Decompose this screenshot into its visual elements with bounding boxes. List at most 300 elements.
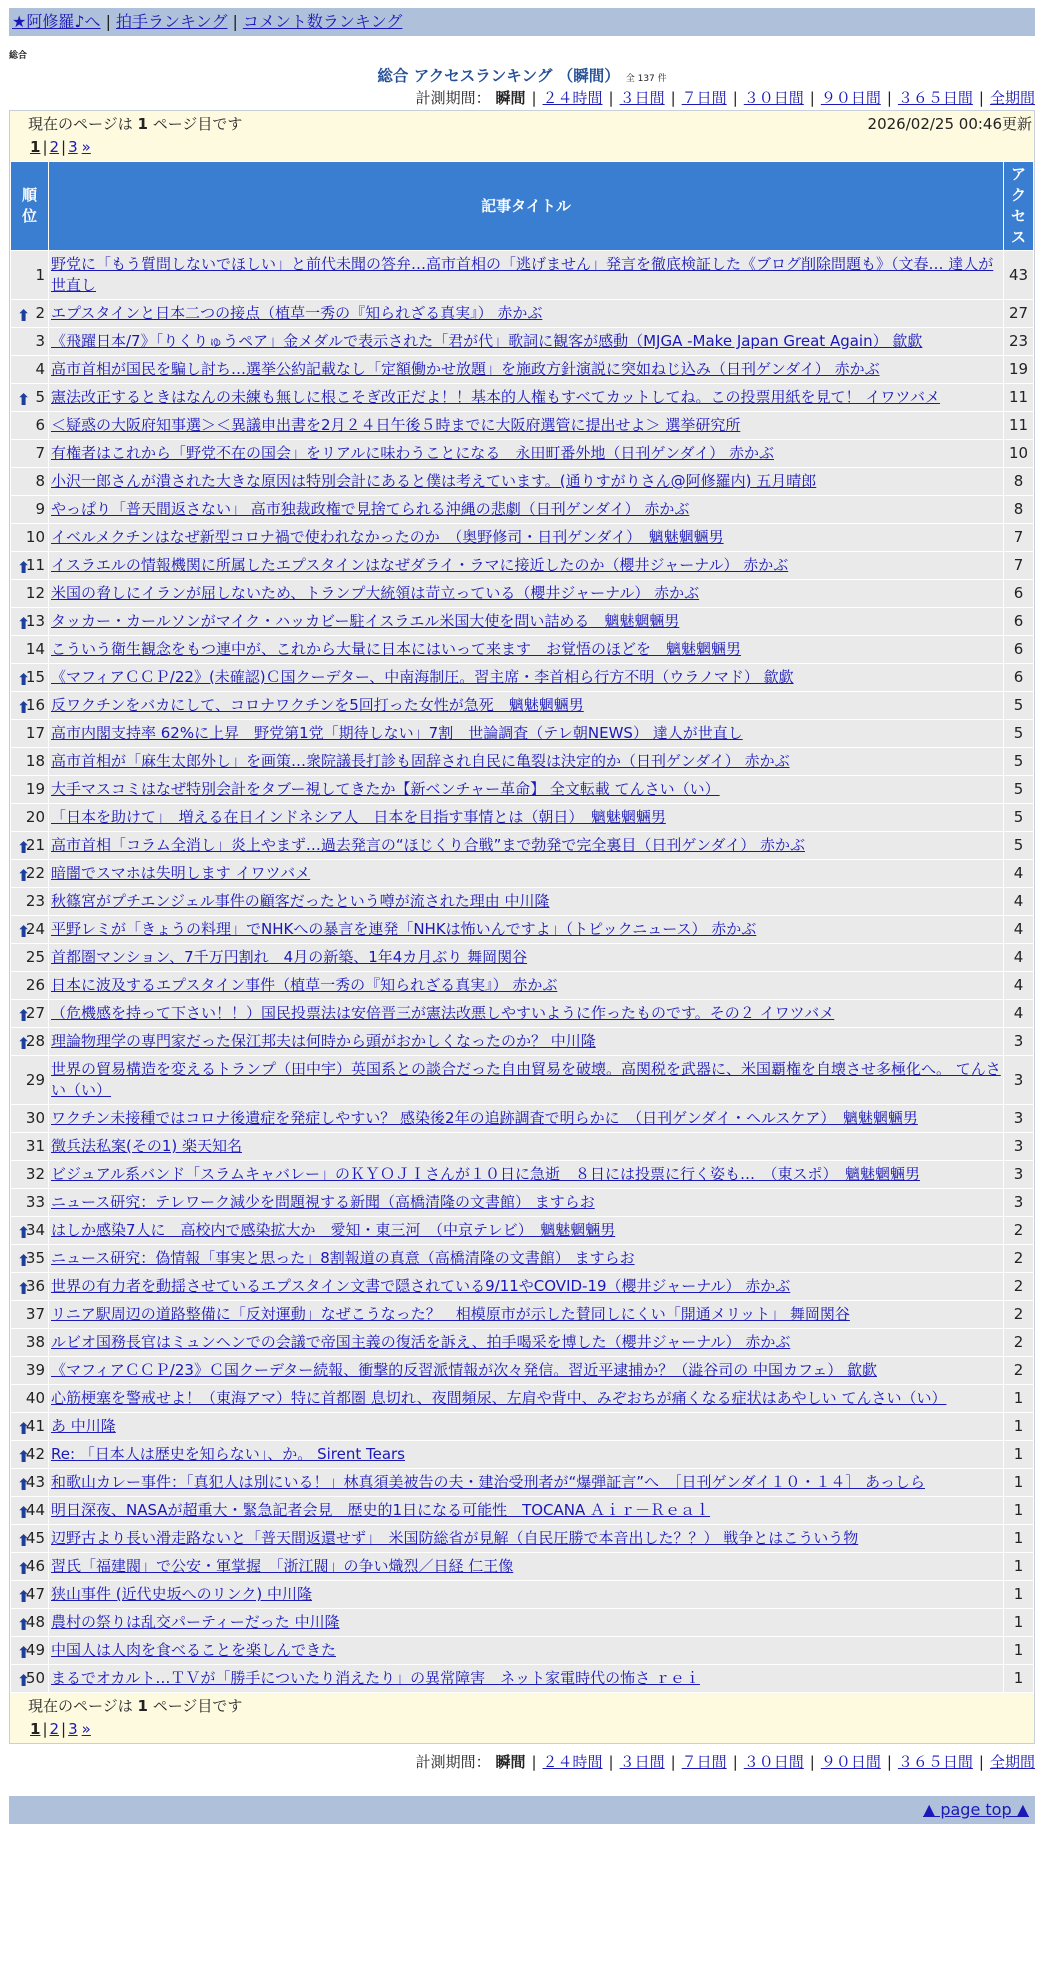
access-count: 2: [1004, 1273, 1034, 1301]
rank-number: 16: [25, 696, 45, 714]
article-link[interactable]: 日本に波及するエプスタイン事件（植草一秀の『知られざる真実』） 赤かぶ: [51, 976, 558, 994]
article-link[interactable]: イスラエルの情報機関に所属したエプスタインはなぜダライ・ラマに接近したのか（櫻井ジャーナル） 赤かぶ: [51, 556, 789, 574]
rank-cell: [11, 1441, 49, 1469]
rank-cell: [11, 1161, 49, 1189]
title-cell: [49, 1105, 1004, 1133]
arrow-up-icon: ⬆: [17, 613, 31, 633]
period-label: 計測期間：: [415, 89, 491, 107]
period-link-all-bottom[interactable]: 全期間: [989, 1753, 1035, 1771]
title-cell: [49, 748, 1004, 776]
rank-cell: [11, 720, 49, 748]
rank-cell: [11, 692, 49, 720]
rank-cell: [11, 1000, 49, 1028]
period-link-365d-bottom[interactable]: ３６５日間: [897, 1753, 973, 1771]
rank-number: 47: [25, 1585, 45, 1603]
period-link-30d[interactable]: ３０日間: [743, 89, 804, 107]
title-cell: [49, 664, 1004, 692]
rank-number: 45: [25, 1529, 45, 1547]
rank-cell: [11, 1056, 49, 1105]
arrow-up-icon: ⬆: [17, 557, 31, 577]
nav-link-comment-ranking[interactable]: コメント数ランキング: [242, 12, 403, 31]
article-link[interactable]: 理論物理学の専門家だった保江邦夫は何時から頭がおかしくなったのか？ 中川隆: [51, 1032, 596, 1050]
arrow-up-icon: ⬆: [17, 921, 31, 941]
updated-timestamp: 2026/02/25 00:46更新: [867, 115, 1032, 133]
page-link-3[interactable]: 3: [68, 138, 78, 156]
ranking-table: [10, 161, 1034, 1693]
access-count: 1: [1004, 1637, 1034, 1665]
access-count: 3: [1004, 1189, 1034, 1217]
access-count: 5: [1004, 720, 1034, 748]
article-link[interactable]: 《飛躍日本/7》「りくりゅうペア」金メダルで表示された「君が代」歌詞に観客が感動（MJGA -Make Japan Great Again） 歙歔: [51, 332, 923, 350]
article-link[interactable]: 世界の有力者を動揺させているエプスタイン文書で隠されている9/11やCOVID-19（櫻井ジャーナル） 赤かぶ: [51, 1277, 791, 1295]
article-link[interactable]: 高市首相が「麻生太郎外し」を画策…衆院議長打診も固辞され自民に亀裂は決定的か（日刊ゲンダイ） 赤かぶ: [51, 752, 790, 770]
article-link[interactable]: あ 中川隆: [51, 1417, 116, 1435]
table-row: [11, 888, 1034, 916]
rank-cell: [11, 972, 49, 1000]
rank-number: 1: [35, 265, 45, 284]
rank-number: 12: [25, 584, 45, 602]
access-count: 2: [1004, 1357, 1034, 1385]
table-row: [11, 860, 1034, 888]
pagination-top: 現在のページは 1 ページ目です 2026/02/25 00:46更新 1 | 2 | 3 »: [10, 111, 1034, 161]
rank-number: 36: [25, 1277, 45, 1295]
access-count: 1: [1004, 1581, 1034, 1609]
access-count: 1: [1004, 1497, 1034, 1525]
table-row: [11, 580, 1034, 608]
article-link[interactable]: 大手マスコミはなぜ特別会計をタブー視してきたか【新ベンチャー革命】 全文転載 てんさい（い）: [51, 780, 720, 798]
table-row: [11, 804, 1034, 832]
article-link[interactable]: エプスタインと日本二つの接点（植草一秀の『知られざる真実』） 赤かぶ: [51, 304, 543, 322]
table-row: [11, 1189, 1034, 1217]
period-link-90d[interactable]: ９０日間: [820, 89, 881, 107]
rank-cell: [11, 1497, 49, 1525]
table-row: [11, 748, 1034, 776]
rank-cell: [11, 496, 49, 524]
rank-number: 28: [25, 1032, 45, 1050]
article-link[interactable]: 「日本を助けて」 増える在日インドネシア人 日本を目指す事情とは（朝日） 魑魅魍魎男: [51, 808, 666, 826]
rank-number: 49: [25, 1641, 45, 1659]
table-row: [11, 1056, 1034, 1105]
access-count: 4: [1004, 860, 1034, 888]
title-cell: [49, 1273, 1004, 1301]
article-link[interactable]: ルビオ国務長官はミュンヘンでの会議で帝国主義の復活を訴え、拍手喝采を博した（櫻井ジャーナル） 赤かぶ: [51, 1333, 791, 1351]
arrow-up-icon: ⬆: [17, 1558, 31, 1578]
rank-number: 34: [25, 1221, 45, 1239]
arrow-up-icon: ⬆: [17, 389, 31, 409]
access-count: 3: [1004, 1105, 1034, 1133]
rank-cell: [11, 580, 49, 608]
title-cell: [49, 1637, 1004, 1665]
rank-number: 15: [25, 668, 45, 686]
title-cell: [49, 608, 1004, 636]
access-count: 1: [1004, 1441, 1034, 1469]
rank-number: 46: [25, 1557, 45, 1575]
rank-number: 14: [25, 640, 45, 658]
access-count: 4: [1004, 972, 1034, 1000]
rank-number: 32: [25, 1165, 45, 1183]
table-row: [11, 356, 1034, 384]
title-cell: [49, 440, 1004, 468]
rank-cell: [11, 1469, 49, 1497]
rank-number: 41: [25, 1417, 45, 1435]
access-count: 2: [1004, 1301, 1034, 1329]
arrow-up-icon: ⬆: [17, 837, 31, 857]
article-link[interactable]: 憲法改正するときはなんの未練も無しに根こそぎ改正だよ！！基本的人権もすべてカットしてね。この投票用紙を見て！ イワツバメ: [51, 388, 941, 406]
rank-number: 11: [25, 556, 45, 574]
page-link-2-bottom[interactable]: 2: [49, 1720, 60, 1738]
access-count: 5: [1004, 748, 1034, 776]
period-current: 瞬間: [495, 89, 526, 107]
article-link[interactable]: タッカー・カールソンがマイク・ハッカビー駐イスラエル米国大使を問い詰める 魑魅魍魎男: [51, 612, 680, 630]
title-cell: [49, 692, 1004, 720]
table-row: [11, 1525, 1034, 1553]
arrow-up-icon: ⬆: [17, 1530, 31, 1550]
article-link[interactable]: ビジュアル系バンド「スラムキャバレー」のＫＹＯＪＩさんが１０日に急逝 ８日には投票に行く姿も… （東スポ） 魑魅魍魎男: [51, 1165, 920, 1183]
rank-cell: [11, 1245, 49, 1273]
article-link[interactable]: はしか感染7人に 高校内で感染拡大か 愛知・東三河 （中京テレビ） 魑魅魍魎男: [51, 1221, 616, 1239]
arrow-up-icon: ⬆: [17, 1474, 31, 1494]
article-link[interactable]: 野党に「もう質問しないでほしい」と前代未聞の答弁…高市首相の「逃げません」発言を徹底検証した《ブログ削除問題も》（文春… 達人が世直し: [51, 255, 994, 294]
article-link[interactable]: 米国の脅しにイランが屈しないため、トランプ大統領は苛立っている（櫻井ジャーナル） 赤かぶ: [51, 584, 700, 602]
table-row: [11, 496, 1034, 524]
rank-cell: [11, 1028, 49, 1056]
article-link[interactable]: 世界の貿易構造を変えるトランプ（田中宇）英国系との談合だった自由貿易を破壊。高関税を武器に、米国覇権を自壊させ多極化へ。 てんさい（い）: [51, 1060, 1001, 1099]
header-title: 記事タイトル: [49, 162, 1004, 251]
article-link[interactable]: 暗闇でスマホは失明します イワツバメ: [51, 864, 311, 882]
rank-cell: [11, 804, 49, 832]
title-cell: [49, 636, 1004, 664]
period-link-365d[interactable]: ３６５日間: [897, 89, 973, 107]
title-cell: [49, 1245, 1004, 1273]
title-cell: [49, 1497, 1004, 1525]
article-link[interactable]: まるでオカルト…ＴＶが「勝手についたり消えたり」の異常障害 ネット家電時代の怖さ ｒｅｉ: [51, 1669, 700, 1687]
title-cell: [49, 1665, 1004, 1693]
arrow-up-icon: ⬆: [17, 1670, 31, 1690]
title-cell: [49, 580, 1004, 608]
access-count: 1: [1004, 1385, 1034, 1413]
rank-number: 38: [25, 1333, 45, 1351]
article-link[interactable]: 高市首相が国民を騙し討ち…選挙公約記載なし「定額働かせ放題」を施政方針演説に突如ねじ込み（日刊ゲンダイ） 赤かぶ: [51, 360, 880, 378]
article-link[interactable]: 小沢一郎さんが潰された大きな原因は特別会計にあると僕は考えています。(通りすがりさん@阿修羅内) 五月晴郎: [51, 472, 817, 490]
article-link[interactable]: Re: 「日本人は歴史を知らない」、か。 Sirent Tears: [51, 1445, 405, 1463]
table-row: [11, 1469, 1034, 1497]
period-link-30d-bottom[interactable]: ３０日間: [743, 1753, 804, 1771]
access-count: 4: [1004, 916, 1034, 944]
title-cell: [49, 384, 1004, 412]
access-count: 4: [1004, 944, 1034, 972]
rank-cell: [11, 552, 49, 580]
title-cell: [49, 412, 1004, 440]
arrow-up-icon: ⬆: [17, 1005, 31, 1025]
current-page-text: 現在のページは 1 ページ目です: [28, 115, 243, 133]
title-cell: [49, 776, 1004, 804]
access-count: 4: [1004, 888, 1034, 916]
access-count: 6: [1004, 580, 1034, 608]
table-row: [11, 1581, 1034, 1609]
page-link-2[interactable]: 2: [49, 138, 60, 156]
table-row: [11, 916, 1034, 944]
period-link-3d[interactable]: ３日間: [619, 89, 665, 107]
article-link[interactable]: 《マフィアＣＣＰ/23》Ｃ国クーデター続報、衝撃的反習派情報が次々発信。習近平逮捕か？（澁谷司の 中国カフェ） 歙歔: [51, 1361, 877, 1379]
rank-cell: [11, 468, 49, 496]
nav-link-applause-ranking[interactable]: 拍手ランキング: [115, 12, 228, 31]
article-link[interactable]: 秋篠宮がプチエンジェル事件の顧客だったという噂が流された理由 中川隆: [51, 892, 550, 910]
access-count: 5: [1004, 804, 1034, 832]
page-link-next-bottom[interactable]: »: [81, 1720, 91, 1738]
arrow-up-icon: ⬆: [17, 1278, 31, 1298]
article-link[interactable]: 狭山事件 (近代史坂へのリンク) 中川隆: [51, 1585, 312, 1603]
table-row: [11, 776, 1034, 804]
rank-number: 17: [25, 724, 45, 742]
arrow-up-icon: ⬆: [17, 1446, 31, 1466]
title-cell: [49, 1056, 1004, 1105]
table-row: [11, 552, 1034, 580]
rank-number: 22: [25, 864, 45, 882]
title-cell: [49, 972, 1004, 1000]
header-rank: 順位: [11, 162, 49, 251]
rank-number: 19: [25, 780, 45, 798]
article-link[interactable]: 中国人は人肉を食べることを楽しんできた: [51, 1641, 337, 1659]
table-row: [11, 1609, 1034, 1637]
table-row: [11, 664, 1034, 692]
access-count: 5: [1004, 832, 1034, 860]
table-row: [11, 1553, 1034, 1581]
article-link[interactable]: 《マフィアＣＣＰ/22》(未確認)Ｃ国クーデター、中南海制圧。習主席・李首相ら行方不明（ウラノマド） 歙歔: [51, 668, 794, 686]
table-row: [11, 692, 1034, 720]
period-link-7d-bottom[interactable]: ７日間: [681, 1753, 727, 1771]
title-cell: [49, 251, 1004, 300]
rank-cell: [11, 944, 49, 972]
page-current: 1: [30, 138, 41, 156]
rank-cell: [11, 860, 49, 888]
rank-cell: [11, 1329, 49, 1357]
article-link[interactable]: 平野レミが「きょうの料理」でNHKへの暴言を連発「NHKは怖いんですよ」（トピックニュース） 赤かぶ: [51, 920, 757, 938]
rank-number: 26: [25, 976, 45, 994]
rank-number: 33: [25, 1193, 45, 1211]
article-link[interactable]: ＜疑惑の大阪府知事選＞＜異議申出書を2月２４日午後５時までに大阪府選管に提出せよ＞ 選挙研究所: [51, 416, 741, 434]
title-cell: [49, 1028, 1004, 1056]
article-link[interactable]: 高市内閣支持率 62%に上昇 野党第1党「期待しない」7割 世論調査（テレ朝NEWS） 達人が世直し: [51, 724, 743, 742]
title-cell: [49, 916, 1004, 944]
rank-cell: [11, 1217, 49, 1245]
table-row: [11, 1161, 1034, 1189]
ranking-rows: [11, 251, 1034, 1693]
rank-number: 10: [25, 528, 45, 546]
period-link-90d-bottom[interactable]: ９０日間: [820, 1753, 881, 1771]
page-top-link[interactable]: ▲ page top ▲: [922, 1800, 1029, 1819]
article-link[interactable]: 明日深夜、NASAが超重大・緊急記者会見 歴史的1日になる可能性 TOCANA Ａｉｒ－Ｒｅａｌ: [51, 1501, 711, 1519]
article-link[interactable]: リニア駅周辺の道路整備に「反対運動」なぜこうなった？ 相模原市が示した賛同しにくい「開通メリット」 舞岡関谷: [51, 1305, 850, 1323]
table-row: [11, 832, 1034, 860]
category-label: 総合: [9, 51, 28, 61]
article-link[interactable]: 和歌山カレー事件：「真犯人は別にいる！」林真須美被告の夫・建治受刑者が“爆弾証言”へ ［日刊ゲンダイ１０・１４］ あっしら: [51, 1473, 925, 1491]
title-cell: [49, 1357, 1004, 1385]
rank-number: 7: [35, 444, 45, 462]
title-cell: [49, 1413, 1004, 1441]
current-page-text-bottom: 現在のページは 1 ページ目です: [28, 1697, 243, 1715]
rank-number: 31: [25, 1137, 45, 1155]
bottom-bar: [9, 1796, 1035, 1824]
article-link[interactable]: こういう衛生観念をもつ連中が、これから大量に日本にはいって来ます お覚悟のほどを 魑魅魍魎男: [51, 640, 742, 658]
title-cell: [49, 1441, 1004, 1469]
arrow-up-icon: ⬆: [17, 1033, 31, 1053]
period-link-24h[interactable]: ２４時間: [542, 89, 603, 107]
article-link[interactable]: 農村の祭りは乱交パーティーだった 中川隆: [51, 1613, 340, 1631]
title-cell: [49, 468, 1004, 496]
rank-cell: [11, 916, 49, 944]
rank-number: 18: [25, 752, 45, 770]
arrow-up-icon: ⬆: [17, 697, 31, 717]
rank-cell: [11, 1301, 49, 1329]
rank-number: 37: [25, 1305, 45, 1323]
rank-cell: [11, 1189, 49, 1217]
rank-cell: [11, 440, 49, 468]
article-link[interactable]: 高市首相「コラム全消し」炎上やまず…過去発言の“ほじくり合戦”まで勃発で完全裏目（日刊ゲンダイ） 赤かぶ: [51, 836, 805, 854]
rank-cell: [11, 1553, 49, 1581]
arrow-up-icon: ⬆: [17, 669, 31, 689]
period-link-7d[interactable]: ７日間: [681, 89, 727, 107]
rank-number: 42: [25, 1445, 45, 1463]
rank-number: 48: [25, 1613, 45, 1631]
arrow-up-icon: ⬆: [17, 1502, 31, 1522]
table-row: [11, 251, 1034, 300]
rank-number: 27: [25, 1004, 45, 1022]
ranking-title: 総合 アクセスランキング （瞬間）: [377, 67, 620, 85]
article-link[interactable]: ワクチン未接種ではコロナ後遺症を発症しやすい？ 感染後2年の追跡調査で明らかに （日刊ゲンダイ・ヘルスケア） 魑魅魍魎男: [51, 1109, 918, 1127]
rank-cell: [11, 1581, 49, 1609]
article-link[interactable]: 徴兵法私案(その1) 楽天知名: [51, 1137, 243, 1155]
table-row: [11, 1000, 1034, 1028]
title-cell: [49, 1385, 1004, 1413]
access-count: 6: [1004, 636, 1034, 664]
article-link[interactable]: ニュース研究：偽情報「事実と思った」8割報道の真意（高橋清隆の文書館） ますらお: [51, 1249, 635, 1267]
access-count: 3: [1004, 1056, 1034, 1105]
page-link-next[interactable]: »: [81, 138, 91, 156]
table-row: [11, 300, 1034, 328]
access-count: 11: [1004, 412, 1034, 440]
rank-number: 23: [25, 892, 45, 910]
rank-number: 44: [25, 1501, 45, 1519]
access-count: 7: [1004, 524, 1034, 552]
period-link-24h-bottom[interactable]: ２４時間: [542, 1753, 603, 1771]
title-cell: [49, 1217, 1004, 1245]
title-cell: [49, 1329, 1004, 1357]
table-row: [11, 524, 1034, 552]
table-row: [11, 440, 1034, 468]
article-link[interactable]: ニュース研究：テレワーク減少を問題視する新聞（高橋清隆の文書館） ますらお: [51, 1193, 595, 1211]
period-link-all[interactable]: 全期間: [989, 89, 1035, 107]
rank-cell: [11, 664, 49, 692]
table-row: [11, 1665, 1034, 1693]
rank-number: 2: [35, 304, 45, 322]
rank-number: 5: [35, 388, 45, 406]
table-row: [11, 636, 1034, 664]
access-count: 7: [1004, 552, 1034, 580]
period-selector-bottom: 計測期間： 瞬間 | ２４時間 | ３日間 | ７日間 | ３０日間 | ９０日間 | ３６５日間 | 全期間: [415, 1753, 1035, 1771]
period-selector-top: 計測期間： 瞬間 | ２４時間 | ３日間 | ７日間 | ３０日間 | ９０日間 | ３６５日間 | 全期間: [415, 89, 1035, 107]
article-link[interactable]: 有権者はこれから「野党不在の国会」をリアルに味わうことになる 永田町番外地（日刊ゲンダイ） 赤かぶ: [51, 444, 774, 462]
rank-number: 21: [25, 836, 45, 854]
pagination-bottom: 現在のページは 1 ページ目です 1 | 2 | 3 »: [10, 1693, 1034, 1743]
rank-number: 6: [35, 416, 45, 434]
access-count: 1: [1004, 1469, 1034, 1497]
article-link[interactable]: （危機感を持って下さい！！）国民投票法は安倍晋三が憲法改悪しやすいように作ったものです。その２ イワツバメ: [51, 1004, 835, 1022]
rank-number: 25: [25, 948, 45, 966]
access-count: 2: [1004, 1217, 1034, 1245]
table-header-row: [11, 162, 1034, 251]
ranking-count: 全 137 件: [625, 74, 667, 84]
rank-number: 50: [25, 1669, 45, 1687]
rank-cell: [11, 1357, 49, 1385]
header-access: アクセス: [1004, 162, 1034, 251]
title-cell: [49, 356, 1004, 384]
arrow-up-icon: ⬆: [17, 1614, 31, 1634]
table-row: [11, 1413, 1034, 1441]
rank-cell: [11, 636, 49, 664]
title-cell: [49, 1609, 1004, 1637]
title-cell: [49, 1581, 1004, 1609]
table-row: [11, 1273, 1034, 1301]
rank-cell: [11, 1133, 49, 1161]
access-count: 27: [1004, 300, 1034, 328]
rank-cell: [11, 1665, 49, 1693]
nav-link-asyura[interactable]: ★阿修羅♪へ: [12, 12, 101, 31]
arrow-up-icon: ⬆: [17, 305, 31, 325]
article-link[interactable]: やっぱり「普天間返さない」 高市独裁政権で見捨てられる沖縄の悲劇（日刊ゲンダイ） 赤かぶ: [51, 500, 690, 518]
top-nav-bar: ★阿修羅♪へ | 拍手ランキング | コメント数ランキング: [9, 8, 1035, 36]
article-link[interactable]: 心筋梗塞を警戒せよ！（東海アマ）特に首都圏 息切れ、夜間頻尿、左肩や背中、みぞおちが痛くなる症状はあやしい てんさい（い）: [51, 1389, 947, 1407]
article-link[interactable]: イベルメクチンはなぜ新型コロナ禍で使われなかったのか （奥野修司・日刊ゲンダイ） 魑魅魍魎男: [51, 528, 724, 546]
access-count: 1: [1004, 1553, 1034, 1581]
article-link[interactable]: 首都圏マンション、7千万円割れ 4月の新築、1年4カ月ぶり 舞岡関谷: [51, 948, 528, 966]
table-row: [11, 1385, 1034, 1413]
access-count: 6: [1004, 664, 1034, 692]
rank-cell: [11, 356, 49, 384]
rank-number: 29: [25, 1070, 45, 1089]
title-cell: [49, 1301, 1004, 1329]
page: [9, 8, 1035, 1824]
access-count: 1: [1004, 1525, 1034, 1553]
rank-cell: [11, 1413, 49, 1441]
page-current-bottom: 1: [30, 1720, 41, 1738]
access-count: 23: [1004, 328, 1034, 356]
table-row: [11, 1217, 1034, 1245]
title-cell: [49, 888, 1004, 916]
access-count: 6: [1004, 608, 1034, 636]
table-row: [11, 1133, 1034, 1161]
article-link[interactable]: 反ワクチンをバカにして、コロナワクチンを5回打った女性が急死 魑魅魍魎男: [51, 696, 584, 714]
article-link[interactable]: 辺野古より長い滑走路ないと「普天間返還せず」 米国防総省が見解（自民圧勝で本音出した？？） 戦争とはこういう物: [51, 1529, 859, 1547]
access-count: 10: [1004, 440, 1034, 468]
rank-cell: [11, 300, 49, 328]
title-cell: [49, 804, 1004, 832]
rank-cell: [11, 384, 49, 412]
article-link[interactable]: 習氏「福建閥」で公安・軍掌握 「浙江閥」の争い熾烈／日経 仁王像: [51, 1557, 514, 1575]
rank-cell: [11, 1525, 49, 1553]
table-row: [11, 608, 1034, 636]
arrow-up-icon: ⬆: [17, 865, 31, 885]
title-cell: [49, 496, 1004, 524]
rank-cell: [11, 1637, 49, 1665]
rank-cell: [11, 412, 49, 440]
period-link-3d-bottom[interactable]: ３日間: [619, 1753, 665, 1771]
page-link-3-bottom[interactable]: 3: [68, 1720, 78, 1738]
title-cell: [49, 300, 1004, 328]
table-row: [11, 328, 1034, 356]
table-row: [11, 1357, 1034, 1385]
rank-cell: [11, 1105, 49, 1133]
ranking-title-line: [9, 64, 1035, 86]
